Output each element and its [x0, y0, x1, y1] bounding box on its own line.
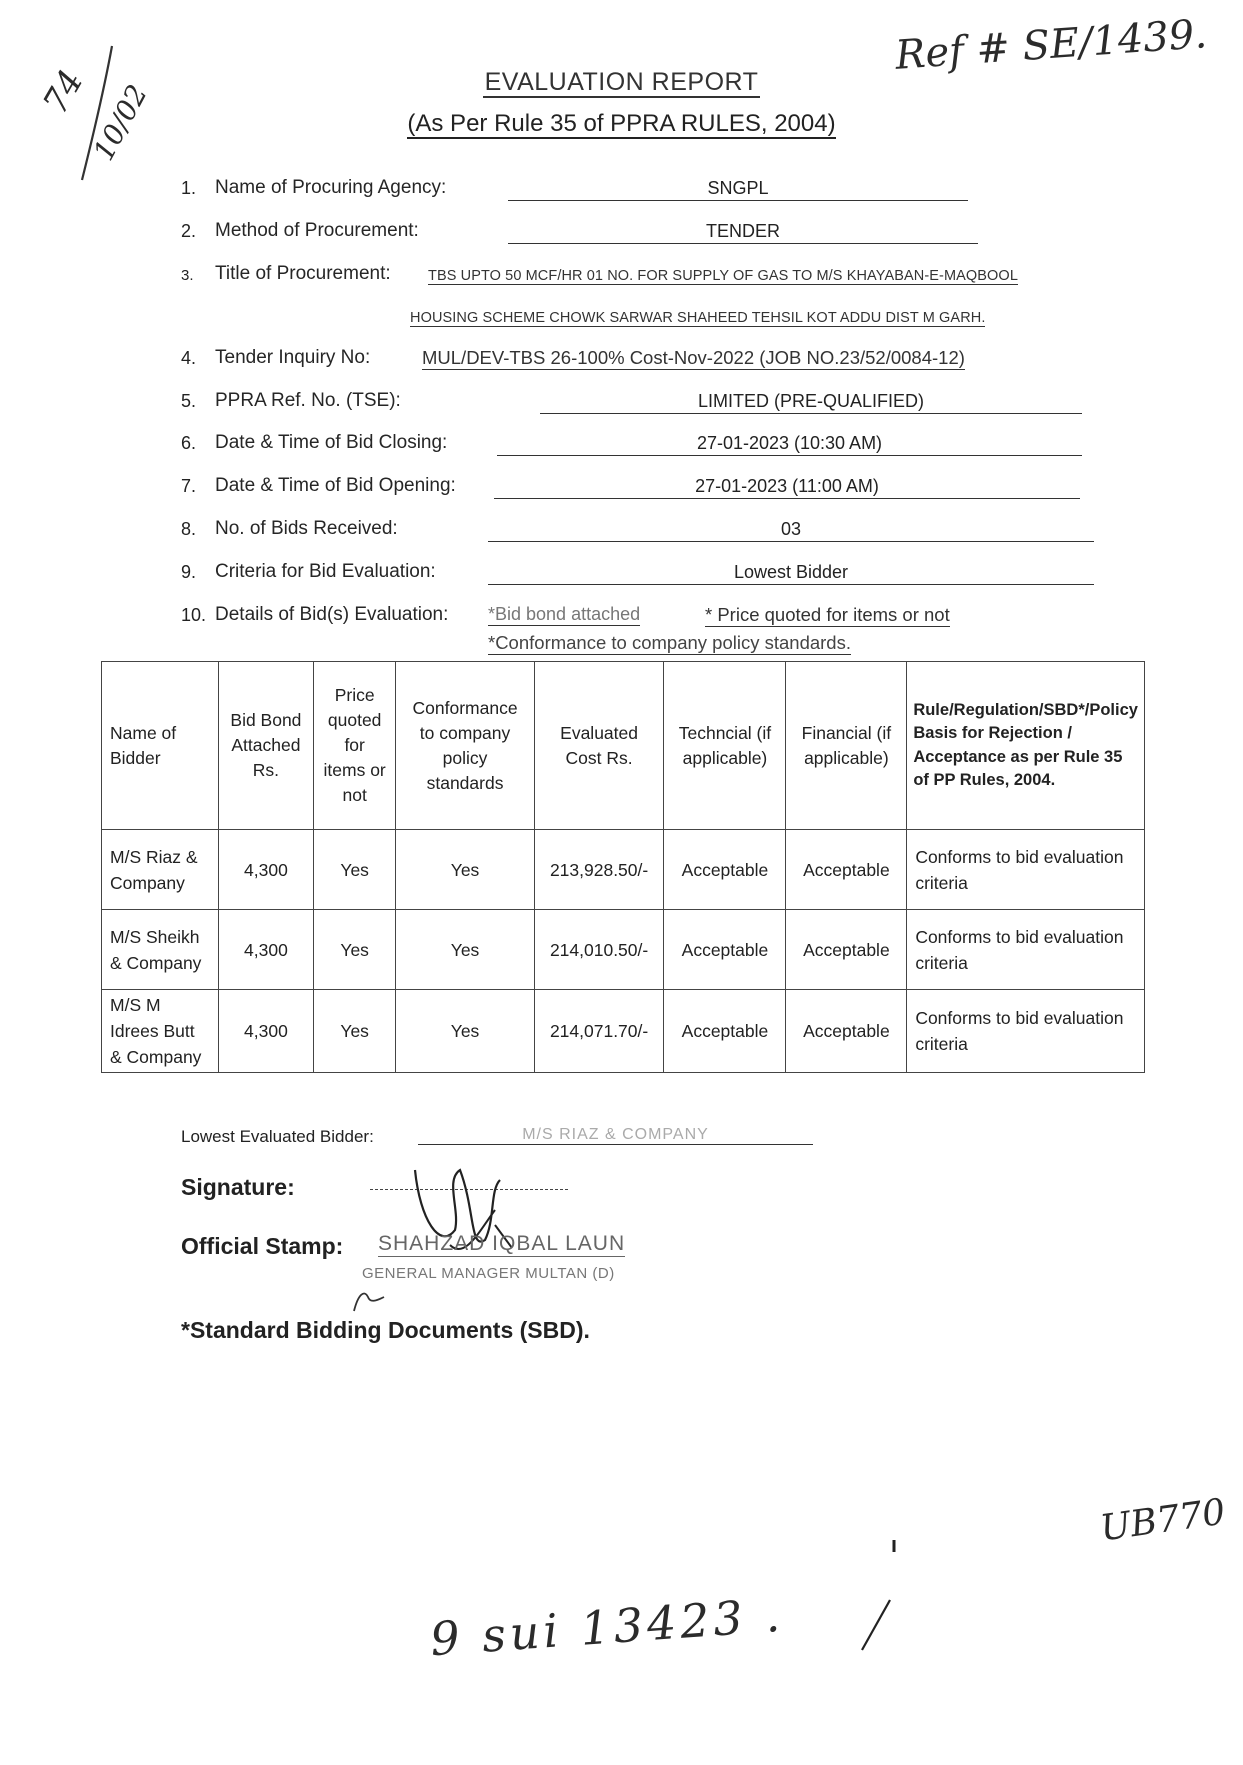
report-subtitle: (As Per Rule 35 of PPRA RULES, 2004) — [407, 110, 836, 137]
price-quoted: Yes — [313, 910, 395, 990]
conformance: Yes — [396, 990, 534, 1073]
handwritten-initial-note: 74 — [35, 63, 92, 121]
header-financial: Financial (if applicable) — [786, 662, 907, 830]
field-number: 2. — [181, 221, 197, 241]
rule-basis: Conforms to bid evaluation criteria — [907, 830, 1145, 910]
field-label-method: Method of Procurement: — [215, 220, 419, 241]
field-value-agency: SNGPL — [508, 176, 968, 201]
header-rule-basis: Rule/Regulation/SBD*/Policy Basis for Rejection / Acceptance as per Rule 35 of PP Rules, 2004. — [907, 662, 1145, 830]
bid-evaluation-table — [101, 661, 1145, 1073]
bid-bond-amount: 4,300 — [218, 830, 313, 910]
field-number: 8. — [181, 519, 197, 539]
table-row — [102, 910, 1145, 990]
field-value-tender-inquiry: MUL/DEV-TBS 26-100% Cost-Nov-2022 (JOB NO.23/52/0084-12) — [422, 347, 965, 368]
sbd-footnote: *Standard Bidding Documents (SBD). — [181, 1317, 590, 1343]
report-title: EVALUATION REPORT — [484, 68, 759, 96]
price-quoted: Yes — [313, 830, 395, 910]
field-label-criteria: Criteria for Bid Evaluation: — [215, 561, 436, 582]
stamp-name: SHAHZAD IQBAL LAUN — [378, 1232, 626, 1255]
header-bid-bond: Bid Bond Attached Rs. — [218, 662, 313, 830]
field-value-method: TENDER — [508, 219, 978, 244]
field-label-bids-received: No. of Bids Received: — [215, 518, 398, 539]
bidder-name: M/S Sheikh & Company — [102, 910, 219, 990]
field-value-details-price: * Price quoted for items or not — [705, 604, 950, 625]
field-value-bids-received: 03 — [488, 517, 1094, 542]
field-label-bid-opening: Date & Time of Bid Opening: — [215, 475, 456, 496]
field-value-bid-closing: 27-01-2023 (10:30 AM) — [497, 431, 1082, 456]
lowest-bidder-label: Lowest Evaluated Bidder: — [181, 1127, 374, 1146]
header-technical: Techncial (if applicable) — [664, 662, 786, 830]
evaluated-cost: 213,928.50/- — [534, 830, 664, 910]
field-value-title-line1: TBS UPTO 50 MCF/HR 01 NO. FOR SUPPLY OF GAS TO M/S KHAYABAN-E-MAQBOOL — [428, 268, 1018, 284]
field-value-criteria: Lowest Bidder — [488, 560, 1094, 585]
header-bidder-name: Name of Bidder — [102, 662, 219, 830]
bidder-name: M/S Riaz & Company — [102, 830, 219, 910]
field-label-details: Details of Bid(s) Evaluation: — [215, 604, 449, 625]
field-label-title: Title of Procurement: — [215, 263, 391, 284]
rule-basis: Conforms to bid evaluation criteria — [907, 990, 1145, 1073]
stamp-title: GENERAL MANAGER MULTAN (D) — [362, 1265, 615, 1282]
field-label-bid-closing: Date & Time of Bid Closing: — [215, 432, 448, 453]
table-header-row — [102, 662, 1145, 830]
financial-status: Acceptable — [786, 830, 907, 910]
field-number: 1. — [181, 178, 197, 198]
bid-bond-amount: 4,300 — [218, 990, 313, 1073]
technical-status: Acceptable — [664, 990, 786, 1073]
handwritten-slash-mark — [850, 1530, 910, 1660]
table-row — [102, 990, 1145, 1073]
evaluated-cost: 214,071.70/- — [534, 990, 664, 1073]
header-evaluated-cost: Evaluated Cost Rs. — [534, 662, 664, 830]
field-value-ppra-ref: LIMITED (PRE-QUALIFIED) — [540, 389, 1082, 414]
evaluated-cost: 214,010.50/- — [534, 910, 664, 990]
technical-status: Acceptable — [664, 910, 786, 990]
conformance: Yes — [396, 830, 534, 910]
field-number: 5. — [181, 391, 197, 411]
technical-status: Acceptable — [664, 830, 786, 910]
header-price-quoted: Price quoted for items or not — [313, 662, 395, 830]
lowest-bidder-value: M/S RIAZ & COMPANY — [418, 1126, 813, 1145]
field-value-title-line2: HOUSING SCHEME CHOWK SARWAR SHAHEED TEHSIL KOT ADDU DIST M GARH. — [410, 310, 986, 326]
handwritten-date-note: 10/02 — [86, 79, 154, 166]
signature-label: Signature: — [181, 1174, 295, 1200]
handwritten-bottom-right-note: UB770 — [1097, 1491, 1228, 1550]
official-stamp-label: Official Stamp: — [181, 1233, 344, 1259]
conformance: Yes — [396, 910, 534, 990]
handwritten-initial-mark — [350, 1285, 390, 1315]
field-number: 9. — [181, 562, 197, 582]
field-label-agency: Name of Procuring Agency: — [215, 177, 447, 198]
financial-status: Acceptable — [786, 910, 907, 990]
bid-bond-amount: 4,300 — [218, 910, 313, 990]
rule-basis: Conforms to bid evaluation criteria — [907, 910, 1145, 990]
price-quoted: Yes — [313, 990, 395, 1073]
field-label-tender-inquiry: Tender Inquiry No: — [215, 347, 371, 368]
financial-status: Acceptable — [786, 990, 907, 1073]
field-number: 3. — [181, 267, 194, 284]
handwritten-bottom-note: 9 sui 13423 . — [428, 1587, 786, 1667]
field-value-details-conformance: *Conformance to company policy standards. — [488, 632, 851, 653]
field-number: 6. — [181, 433, 197, 453]
header-conformance: Conformance to company policy standards — [396, 662, 534, 830]
field-value-details-bond: *Bid bond attached — [488, 604, 641, 624]
field-number: 4. — [181, 348, 197, 368]
field-value-bid-opening: 27-01-2023 (11:00 AM) — [494, 474, 1080, 499]
handwritten-reference: Ref # SE/1439. — [893, 11, 1209, 79]
field-number: 7. — [181, 476, 197, 496]
bidder-name: M/S M Idrees Butt & Company — [102, 990, 219, 1073]
field-number: 10. — [181, 605, 207, 625]
field-label-ppra-ref: PPRA Ref. No. (TSE): — [215, 390, 401, 411]
table-row — [102, 830, 1145, 910]
